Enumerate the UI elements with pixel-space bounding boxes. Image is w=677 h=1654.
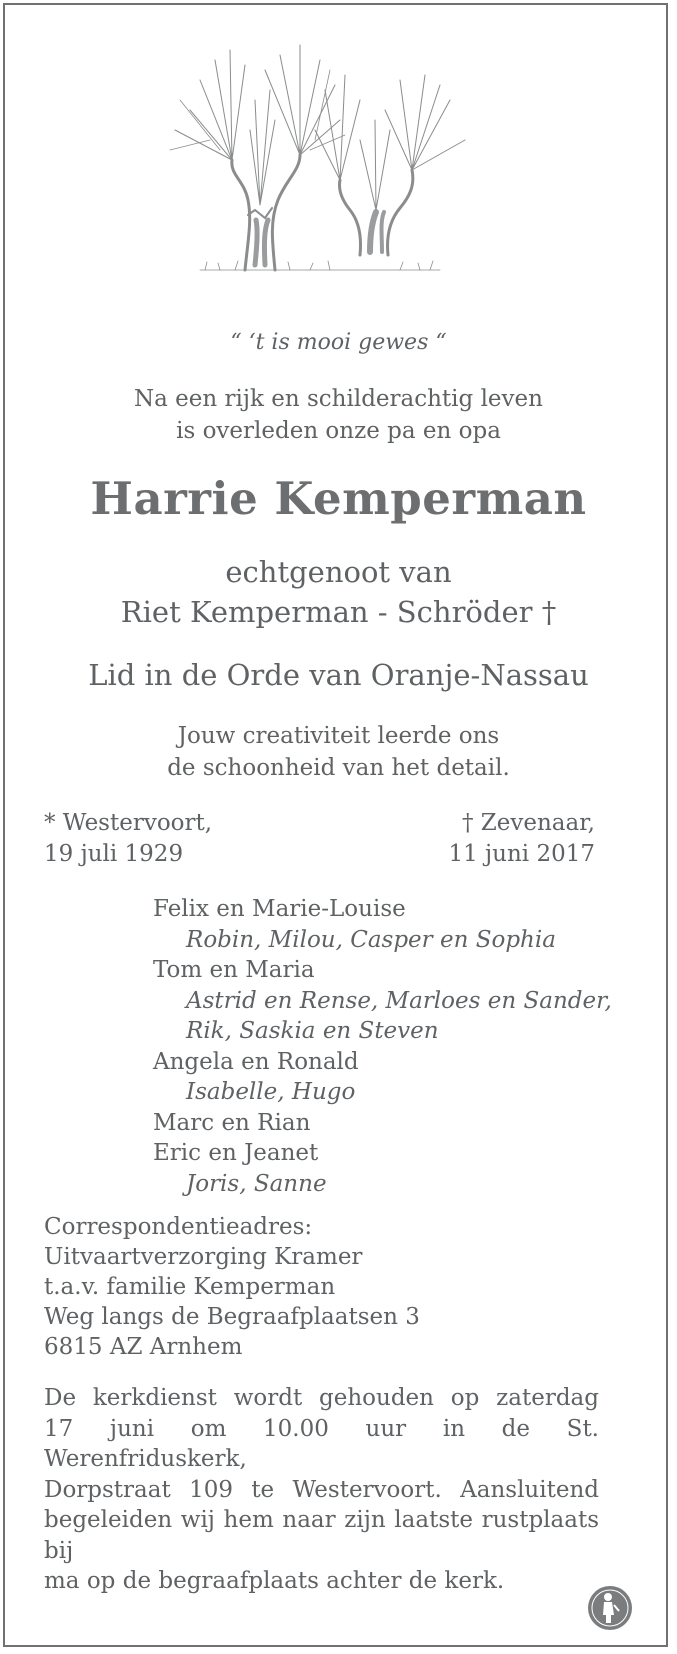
deceased-name: Harrie Kemperman <box>90 472 587 525</box>
service-details <box>44 1383 599 1597</box>
intro-text <box>0 383 677 447</box>
family-children: Astrid en Rense, Marloes en Sander, <box>186 987 612 1014</box>
address-line: Correspondentieadres: <box>44 1214 313 1240</box>
address-line: Weg langs de Begraafplaatsen 3 <box>44 1304 420 1330</box>
service-line: ma op de begraafplaats achter de kerk. <box>44 1568 505 1594</box>
family-parent: Eric en Jeanet <box>153 1140 319 1166</box>
family-children: Robin, Milou, Casper en Sophia <box>186 926 556 953</box>
spouse-label: echtgenoot van <box>225 555 452 589</box>
service-line: De kerkdienst wordt gehouden op zaterdag <box>44 1385 599 1411</box>
quote: “ ‘t is mooi gewes “ <box>230 330 447 355</box>
figure-seal-icon <box>587 1585 633 1631</box>
tribute-text <box>0 720 677 784</box>
family-children: Rik, Saskia en Steven <box>186 1018 439 1044</box>
tribute-line: Jouw creativiteit leerde ons <box>177 723 500 749</box>
family-list <box>153 894 612 1199</box>
birth-date: 19 juli 1929 <box>44 841 184 867</box>
service-line: begeleiden wij hem naar zijn laatste rustplaats bij <box>44 1507 599 1564</box>
willow-trees-drawing <box>160 40 480 275</box>
family-parent: Tom en Maria <box>153 957 315 983</box>
birth-info <box>44 808 212 870</box>
birth-place: * Westervoort, <box>44 810 213 836</box>
tribute-line: de schoonheid van het detail. <box>167 755 510 781</box>
spouse-name: Riet Kemperman - Schröder † <box>120 595 557 629</box>
service-line: Dorpstraat 109 te Westervoort. Aansluitend <box>44 1476 599 1503</box>
death-info <box>448 808 595 870</box>
address-line: t.a.v. familie Kemperman <box>44 1274 336 1300</box>
intro-line: Na een rijk en schilderachtig leven <box>134 386 543 412</box>
correspondence-address <box>44 1212 420 1362</box>
service-line: 17 juni om 10.00 uur in de St. Werenfriduskerk, <box>44 1415 599 1472</box>
family-children: Joris, Sanne <box>186 1170 327 1197</box>
honor: Lid in de Orde van Oranje-Nassau <box>88 658 589 692</box>
intro-line: is overleden onze pa en opa <box>176 418 501 444</box>
family-parent: Felix en Marie-Louise <box>153 896 406 922</box>
family-parent: Marc en Rian <box>153 1109 311 1136</box>
death-date: 11 juni 2017 <box>448 841 595 867</box>
family-parent: Angela en Ronald <box>153 1048 359 1075</box>
family-children: Isabelle, Hugo <box>186 1079 356 1105</box>
address-line: Uitvaartverzorging Kramer <box>44 1244 363 1270</box>
death-place: † Zevenaar, <box>461 810 595 836</box>
address-line: 6815 AZ Arnhem <box>44 1334 243 1360</box>
